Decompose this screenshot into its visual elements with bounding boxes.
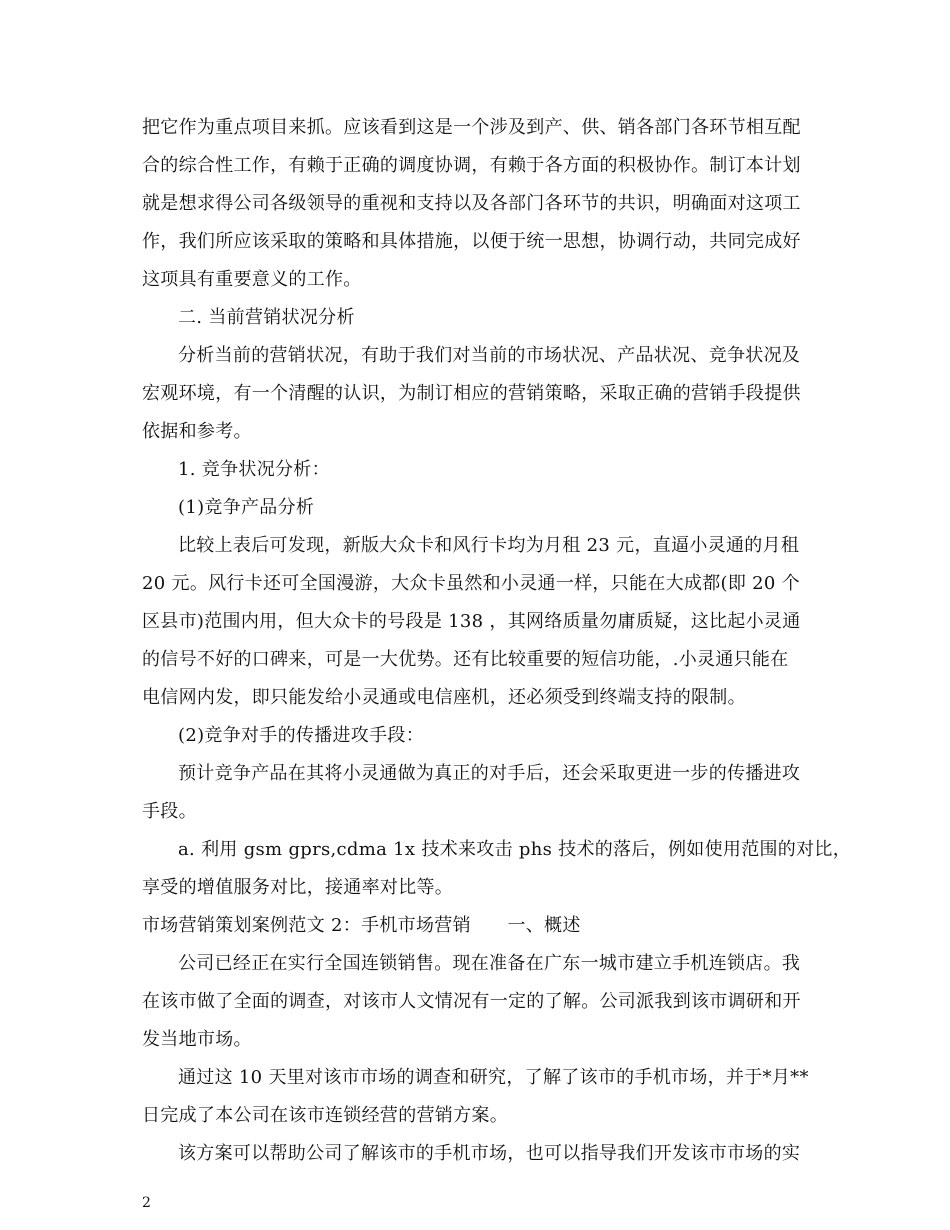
paragraph-line: 就是想求得公司各级领导的重视和支持以及各部门各环节的共识，明确面对这项工 [142,193,801,214]
paragraph-line: 电信网内发，即只能发给小灵通或电信座机，还必须受到终端支持的限制。 [142,687,746,708]
paragraph-line: 预计竞争产品在其将小灵通做为真正的对手后，还会采取更进一步的传播进攻 [178,763,801,784]
paragraph-line: 20 元。风行卡还可全国漫游，大众卡虽然和小灵通一样，只能在大成都(即 20 个 [142,573,800,594]
paragraph-line: 手段。 [142,801,197,822]
paragraph-line: 作，我们所应该采取的策略和具体措施，以便于统一思想，协调行动，共同完成好 [142,231,801,252]
subsection-heading: (1)竞争产品分析 [178,497,315,518]
paragraph-line: 把它作为重点项目来抓。应该看到这是一个涉及到产、供、销各部门各环节相互配 [142,117,801,138]
paragraph-line: 比较上表后可发现，新版大众卡和风行卡均为月租 23 元，直逼小灵通的月租 [178,535,800,556]
section-heading: 二. 当前营销状况分析 [178,307,355,328]
paragraph-line: 的信号不好的口碑来，可是一大优势。还有比较重要的短信功能，.小灵通只能在 [142,649,789,670]
paragraph-line: 公司已经正在实行全国连锁销售。现在准备在广东一城市建立手机连锁店。我 [178,953,801,974]
page-number: 2 [142,1195,151,1211]
paragraph-line: 发当地市场。 [142,1029,252,1050]
subsection-heading: (2)竞争对手的传播进攻手段： [178,725,424,746]
article-heading: 市场营销策划案例范文 2：手机市场营销 一、概述 [142,915,581,936]
paragraph-line: 该方案可以帮助公司了解该市的手机市场，也可以指导我们开发该市市场的实 [178,1143,801,1164]
paragraph-line: a. 利用 gsm gprs,cdma 1x 技术来攻击 phs 技术的落后，例如使用范围的对比， [178,839,851,860]
paragraph-line: 享受的增值服务对比，接通率对比等。 [142,877,454,898]
paragraph-line: 日完成了本公司在该市连锁经营的营销方案。 [142,1105,508,1126]
paragraph-line: 依据和参考。 [142,421,252,442]
paragraph-line: 在该市做了全面的调查，对该市人文情况有一定的了解。公司派我到该市调研和开 [142,991,801,1012]
paragraph-line: 区县市)范围内用，但大众卡的号段是 138 ，其网络质量勿庸质疑，这比起小灵通 [142,611,801,632]
paragraph-line: 这项具有重要意义的工作。 [142,269,362,290]
subsection-heading: 1. 竞争状况分析： [178,459,330,480]
paragraph-line: 宏观环境，有一个清醒的认识，为制订相应的营销策略，采取正确的营销手段提供 [142,383,801,404]
paragraph-line: 分析当前的营销状况，有助于我们对当前的市场状况、产品状况、竞争状况及 [178,345,801,366]
paragraph-line: 合的综合性工作，有赖于正确的调度协调，有赖于各方面的积极协作。制订本计划 [142,155,801,176]
paragraph-line: 通过这 10 天里对该市市场的调查和研究，了解了该市的手机市场，并于*月** [178,1067,809,1088]
